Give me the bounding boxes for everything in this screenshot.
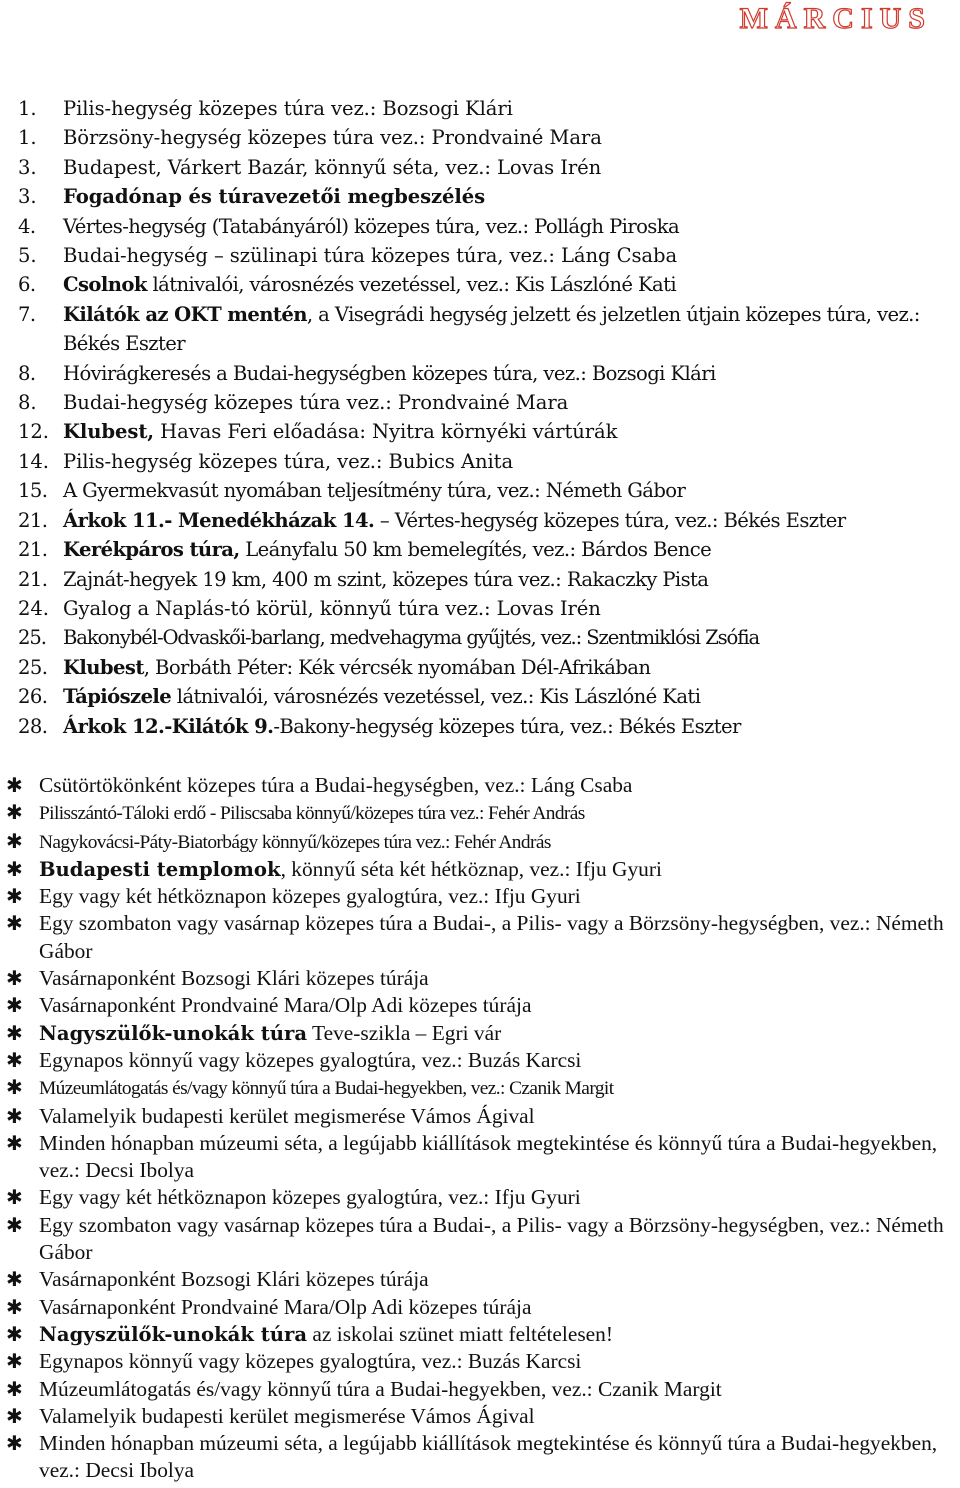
event-text: Vértes-hegység (Tatabányáról) közepes túra, vez.: Pollágh Piroska <box>63 214 680 238</box>
program-item <box>0 1074 960 1102</box>
event-day: 1. <box>18 97 37 120</box>
event-text: , a Visegrádi hegység jelzett és jelzetlen útjain közepes túra, vez.: Békés Eszter <box>63 302 920 356</box>
asterisk-icon: ✱ <box>6 1075 23 1100</box>
program-item <box>0 1403 960 1430</box>
program-text: Teve-szikla – Egri vár <box>307 1020 502 1045</box>
event-item <box>0 476 960 505</box>
event-item <box>0 535 960 564</box>
event-bold-title: Fogadónap és túravezetői megbeszélés <box>63 185 486 209</box>
program-item <box>0 1348 960 1375</box>
event-text: Pilis-hegység közepes túra, vez.: Bubics Anita <box>63 449 514 473</box>
asterisk-icon: ✱ <box>6 966 23 991</box>
program-item <box>0 1266 960 1293</box>
program-text: Vasárnaponként Prondvainé Mara/Olp Adi közepes túrája <box>39 993 532 1018</box>
program-item <box>0 992 960 1019</box>
event-day: 12. <box>18 420 49 444</box>
event-day: 5. <box>18 244 37 268</box>
program-text: Egy vagy két hétköznapon közepes gyalogtúra, vez.: Ifju Gyuri <box>39 884 581 909</box>
event-item <box>0 417 960 446</box>
asterisk-icon: ✱ <box>6 1020 23 1045</box>
asterisk-icon: ✱ <box>6 856 23 881</box>
event-item <box>0 153 960 182</box>
program-item <box>0 910 960 965</box>
event-day: 15. <box>18 479 48 503</box>
event-day: 4. <box>18 214 36 238</box>
program-text: Csütörtökönként közepes túra a Budai-hegységben, vez.: Láng Csaba <box>39 773 633 797</box>
asterisk-icon: ✱ <box>6 773 23 797</box>
event-day: 21. <box>18 567 48 591</box>
event-bold-title: Árkok 11.- Menedékházak 14. <box>63 508 375 532</box>
program-text: Múzeumlátogatás és/vagy könnyű túra a Budai-hegyekben, vez.: Czanik Margit <box>39 1078 614 1100</box>
asterisk-icon: ✱ <box>6 1047 23 1072</box>
program-text: Pilisszántó-Táloki erdő - Piliscsaba könnyű/közepes túra vez.: Fehér András <box>39 803 585 825</box>
asterisk-icon: ✱ <box>6 1376 23 1401</box>
program-item <box>0 772 960 799</box>
event-text: , Borbáth Péter: Kék vércsék nyomában Dél-Afrikában <box>143 655 651 679</box>
program-text: Vasárnaponként Prondvainé Mara/Olp Adi közepes túrája <box>39 1294 532 1319</box>
event-item <box>0 388 960 417</box>
event-day: 28. <box>18 714 48 738</box>
asterisk-icon: ✱ <box>6 1185 23 1210</box>
asterisk-icon: ✱ <box>6 1294 23 1319</box>
event-day: 6. <box>18 273 36 297</box>
program-item <box>0 1376 960 1403</box>
event-day: 7. <box>18 302 36 326</box>
event-item <box>0 594 960 623</box>
event-item <box>0 212 960 241</box>
program-text: , könnyű séta két hétköznap, vez.: Ifju Gyuri <box>280 856 662 881</box>
program-text: Egynapos könnyű vagy közepes gyalogtúra, vez.: Buzás Karcsi <box>39 1047 582 1072</box>
program-item <box>0 1130 960 1185</box>
program-item <box>0 856 960 883</box>
asterisk-icon: ✱ <box>6 1267 23 1292</box>
event-text: Bakonybél-Odvaskői-barlang, medvehagyma gyűjtés, vez.: Szentmiklósi Zsófia <box>63 626 760 650</box>
event-text: Gyalog a Naplás-tó körül, könnyű túra vez.: Lovas Irén <box>63 596 601 620</box>
event-day: 21. <box>18 508 48 532</box>
asterisk-icon: ✱ <box>6 993 23 1018</box>
event-text: Hóvirágkeresés a Budai-hegységben közepes túra, vez.: Bozsogi Klári <box>63 361 716 385</box>
asterisk-icon: ✱ <box>6 884 23 909</box>
program-text: Egy vagy két hétköznapon közepes gyalogtúra, vez.: Ifju Gyuri <box>39 1185 581 1210</box>
month-title: MÁRCIUS <box>739 2 932 35</box>
program-item <box>0 1103 960 1130</box>
event-text: -Bakony-hegység közepes túra, vez.: Békés Eszter <box>273 714 741 738</box>
event-day: 25. <box>18 626 46 650</box>
event-text: Budai-hegység – szülinapi túra közepes túra, vez.: Láng Csaba <box>63 244 678 268</box>
event-bold-title: Kerékpáros túra, <box>63 538 240 562</box>
event-item <box>0 447 960 476</box>
event-bold-title: Árkok 12.-Kilátók 9. <box>63 714 274 738</box>
event-text: A Gyermekvasút nyomában teljesítmény túra, vez.: Németh Gábor <box>63 479 686 503</box>
program-item <box>0 1212 960 1267</box>
event-item <box>0 359 960 388</box>
asterisk-icon: ✱ <box>6 1212 23 1237</box>
program-text: az iskolai szünet miatt feltételesen! <box>307 1321 613 1346</box>
program-item <box>0 1294 960 1321</box>
program-item <box>0 965 960 992</box>
event-item <box>0 241 960 270</box>
event-item <box>0 653 960 682</box>
event-text: Börzsöny-hegység közepes túra vez.: Prondvainé Mara <box>63 126 602 150</box>
event-list <box>0 94 960 741</box>
event-day: 8. <box>18 361 36 385</box>
program-text: Egy szombaton vagy vasárnap közepes túra a Budai-, a Pilis- vagy a Börzsöny-hegységben, vez.: Németh Gábor <box>39 1212 944 1265</box>
asterisk-icon: ✱ <box>6 1349 23 1374</box>
program-bold-title: Nagyszülők-unokák túra <box>39 1322 308 1346</box>
asterisk-icon: ✱ <box>6 1431 23 1456</box>
program-bold-title: Budapesti templomok <box>39 857 281 881</box>
asterisk-icon: ✱ <box>6 1103 23 1128</box>
event-item <box>0 123 960 152</box>
event-item <box>0 300 960 359</box>
program-text: Egy szombaton vagy vasárnap közepes túra a Budai-, a Pilis- vagy a Börzsöny-hegységben, vez.: Németh Gábor <box>39 911 944 963</box>
program-item <box>0 883 960 910</box>
event-day: 14. <box>18 449 49 473</box>
event-text: Zajnát-hegyek 19 km, 400 m szint, közepes túra vez.: Rakaczky Pista <box>63 567 709 591</box>
program-item <box>0 1184 960 1211</box>
event-text: Havas Feri előadása: Nyitra környéki vártúrák <box>154 420 618 444</box>
program-item <box>0 828 960 856</box>
program-item <box>0 1020 960 1047</box>
asterisk-icon: ✱ <box>6 1130 23 1155</box>
event-item <box>0 506 960 535</box>
recurring-program-list <box>0 772 960 1485</box>
event-bold-title: Klubest <box>63 655 144 679</box>
program-text: Múzeumlátogatás és/vagy könnyű túra a Budai-hegyekben, vez.: Czanik Margit <box>39 1376 722 1401</box>
event-text: Leányfalu 50 km bemelegítés, vez.: Bárdos Bence <box>239 538 712 562</box>
event-bold-title: Kilátók az OKT mentén <box>63 302 307 326</box>
event-text: látnivalói, városnézés vezetéssel, vez.: Kis Lászlóné Kati <box>171 685 701 709</box>
event-text: Budapest, Várkert Bazár, könnyű séta, vez.: Lovas Irén <box>63 155 602 179</box>
event-text: Budai-hegység közepes túra vez.: Prondvainé Mara <box>63 391 569 415</box>
event-day: 21. <box>18 538 48 562</box>
event-bold-title: Tápiószele <box>63 685 172 709</box>
event-item <box>0 94 960 123</box>
event-day: 3. <box>18 155 37 179</box>
event-item <box>0 182 960 211</box>
event-day: 1. <box>18 126 37 150</box>
program-item <box>0 1430 960 1485</box>
program-text: Minden hónapban múzeumi séta, a legújabb kiállítások megtekintése és könnyű túra a Budai-hegyekben, vez.: Decsi Ibolya <box>39 1130 938 1183</box>
event-day: 8. <box>18 391 37 415</box>
event-item <box>0 712 960 741</box>
event-day: 3. <box>18 185 37 209</box>
event-text: – Vértes-hegység közepes túra, vez.: Békés Eszter <box>374 508 846 532</box>
event-item <box>0 623 960 652</box>
program-item <box>0 1047 960 1074</box>
event-item <box>0 270 960 299</box>
event-day: 26. <box>18 685 48 709</box>
program-text: Vasárnaponként Bozsogi Klári közepes túrája <box>39 966 429 991</box>
program-item <box>0 799 960 827</box>
asterisk-icon: ✱ <box>6 1321 23 1346</box>
event-day: 25. <box>18 655 48 679</box>
program-item <box>0 1321 960 1348</box>
event-bold-title: Csolnok <box>63 273 147 297</box>
event-text: Pilis-hegység közepes túra vez.: Bozsogi Klári <box>63 97 513 120</box>
event-item <box>0 565 960 594</box>
program-text: Egynapos könnyű vagy közepes gyalogtúra, vez.: Buzás Karcsi <box>39 1349 582 1374</box>
program-text: Vasárnaponként Bozsogi Klári közepes túrája <box>39 1267 429 1292</box>
asterisk-icon: ✱ <box>6 1403 23 1428</box>
program-text: Valamelyik budapesti kerület megismerése Vámos Ágival <box>39 1103 535 1128</box>
event-day: 24. <box>18 596 49 620</box>
asterisk-icon: ✱ <box>6 828 23 853</box>
event-item <box>0 682 960 711</box>
asterisk-icon: ✱ <box>6 800 23 825</box>
program-text: Nagykovácsi-Páty-Biatorbágy könnyű/közepes túra vez.: Fehér András <box>39 831 551 853</box>
event-bold-title: Klubest, <box>63 420 154 444</box>
event-text: látnivalói, városnézés vezetéssel, vez.: Kis Lászlóné Kati <box>146 273 677 297</box>
asterisk-icon: ✱ <box>6 911 23 936</box>
program-bold-title: Nagyszülők-unokák túra <box>39 1021 308 1045</box>
program-text: Valamelyik budapesti kerület megismerése Vámos Ágival <box>39 1403 535 1428</box>
program-text: Minden hónapban múzeumi séta, a legújabb kiállítások megtekintése és könnyű túra a Budai-hegyekben, vez.: Decsi Ibolya <box>39 1431 938 1483</box>
